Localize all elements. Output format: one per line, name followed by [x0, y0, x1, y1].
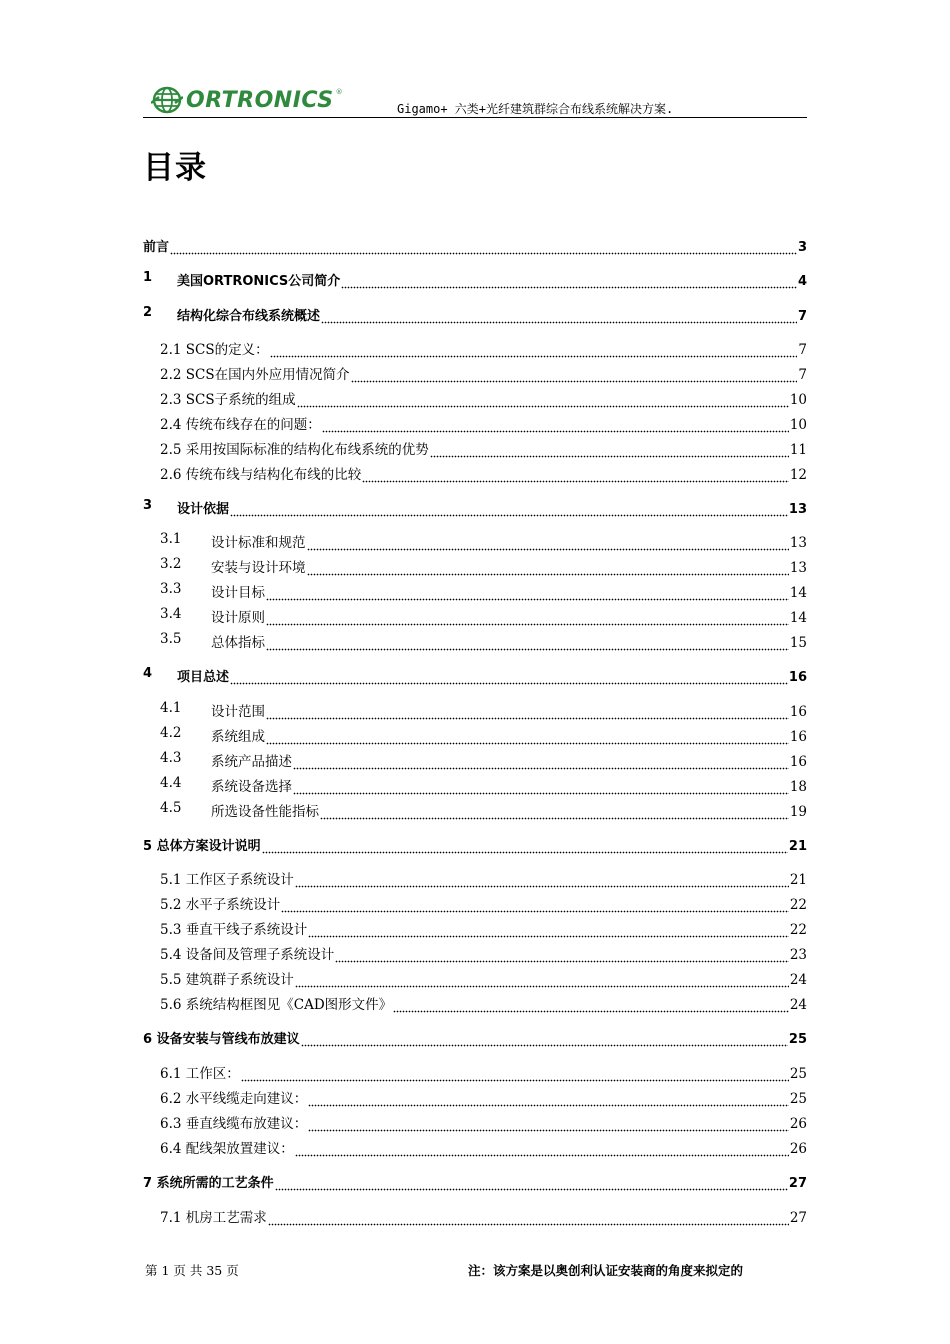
dot-leader — [393, 999, 789, 1013]
toc-entry-text: 设计依据 — [177, 502, 230, 517]
toc-entry-page: 23 — [789, 947, 807, 963]
dot-leader — [297, 394, 789, 408]
toc-entry-page: 14 — [789, 610, 807, 626]
toc-entry[interactable] — [160, 941, 807, 963]
toc-entry-page: 16 — [789, 754, 807, 770]
toc-entry[interactable] — [160, 723, 807, 745]
toc-entry-label — [160, 700, 265, 720]
dot-leader — [230, 671, 788, 685]
toc-entry-page: 25 — [789, 1091, 807, 1107]
toc-entry[interactable] — [160, 529, 807, 551]
toc-entry-page: 13 — [789, 535, 807, 551]
registered-mark: ® — [335, 88, 343, 96]
dot-leader — [230, 503, 788, 517]
toc-entry-text: 美国ORTRONICS公司简介 — [177, 274, 341, 289]
page-number: 第 1 页 共 35 页 — [145, 1263, 239, 1278]
toc-entry-label — [143, 1028, 300, 1047]
toc-entry-text: 结构化综合布线系统概述 — [177, 309, 321, 324]
globe-logo-icon — [151, 86, 183, 114]
dot-leader — [295, 974, 789, 988]
dot-leader — [301, 1033, 788, 1047]
page-header — [143, 82, 807, 118]
toc-entry-label — [160, 413, 321, 433]
toc-entry-page: 27 — [789, 1210, 807, 1226]
toc-entry-label — [143, 270, 340, 289]
toc-entry-page: 7 — [798, 342, 807, 358]
toc-entry-text: 7 系统所需的工艺条件 — [143, 1176, 274, 1191]
dot-leader — [266, 612, 789, 626]
toc-entry[interactable] — [160, 748, 807, 770]
toc-entry-number: 3.1 — [160, 531, 182, 547]
toc-entry-page: 10 — [789, 417, 807, 433]
toc-entry-page: 26 — [789, 1116, 807, 1132]
toc-entry-text: 2.2 SCS在国内外应用情况简介 — [160, 367, 350, 383]
toc-entry[interactable] — [160, 436, 807, 458]
toc-entry-page: 3 — [797, 240, 807, 255]
toc-entry[interactable] — [143, 1025, 807, 1047]
dot-leader — [266, 587, 789, 601]
dot-leader — [307, 562, 789, 576]
toc-entry-page: 27 — [788, 1176, 807, 1191]
toc-entry-label — [160, 725, 265, 745]
toc-entry-number: 4.2 — [160, 725, 182, 741]
toc-entry-number: 2 — [143, 305, 153, 320]
dot-leader — [341, 275, 797, 289]
toc-entry-label — [160, 388, 296, 408]
toc-entry-number: 3.5 — [160, 631, 182, 647]
toc-entry-text: 2.4 传统布线存在的问题： — [160, 417, 321, 433]
toc-entry-number: 4.3 — [160, 750, 182, 766]
toc-entry-label — [160, 438, 429, 458]
toc-entry-label — [160, 531, 306, 551]
dot-leader — [430, 444, 789, 458]
logo-text: ORTRONICS — [186, 87, 334, 113]
toc-entry[interactable] — [160, 698, 807, 720]
toc-entry-page: 22 — [789, 922, 807, 938]
toc-entry[interactable] — [160, 1135, 807, 1157]
toc-entry-label — [160, 363, 350, 383]
toc-entry[interactable] — [160, 866, 807, 888]
toc-entry-text: 5.3 垂直干线子系统设计 — [160, 922, 308, 938]
toc-entry-number: 1 — [143, 270, 153, 285]
toc-entry[interactable] — [160, 966, 807, 988]
toc-entry-text: 6.3 垂直线缆布放建议： — [160, 1116, 308, 1132]
dot-leader — [281, 899, 789, 913]
dot-leader — [351, 369, 798, 383]
toc-entry-label — [160, 750, 292, 770]
toc-entry-page: 19 — [789, 804, 807, 820]
ortronics-logo — [151, 86, 343, 114]
toc-entry-label — [143, 236, 169, 255]
toc-entry-number: 3.2 — [160, 556, 182, 572]
toc-entry-page: 25 — [788, 1032, 807, 1047]
toc-entry[interactable] — [160, 361, 807, 383]
toc-entry-text: 设计范围 — [211, 704, 265, 720]
toc-entry-label — [143, 305, 320, 324]
toc-entry-text: 总体指标 — [211, 635, 265, 651]
toc-entry-text: 6.1 工作区： — [160, 1066, 240, 1082]
toc-entry-label — [160, 606, 265, 626]
toc-entry[interactable] — [160, 554, 807, 576]
toc-entry-label — [160, 631, 265, 651]
dot-leader — [307, 537, 789, 551]
footer-note: 注：该方案是以奥创利认证安装商的角度来拟定的 — [468, 1263, 744, 1278]
toc-entry-label — [160, 943, 334, 963]
toc-entry-text: 安装与设计环境 — [211, 560, 306, 576]
toc-entry-text: 7.1 机房工艺需求 — [160, 1210, 267, 1226]
dot-leader — [295, 874, 789, 888]
toc-entry[interactable] — [143, 1169, 807, 1191]
toc-entry-page: 25 — [789, 1066, 807, 1082]
toc-entry[interactable] — [160, 798, 807, 820]
toc-entry-text: 6.2 水平线缆走向建议： — [160, 1091, 308, 1107]
toc-entry[interactable] — [160, 579, 807, 601]
toc-entry-page: 16 — [789, 704, 807, 720]
toc-entry-text: 6 设备安装与管线布放建议 — [143, 1032, 300, 1047]
dot-leader — [308, 924, 789, 938]
dot-leader — [322, 419, 789, 433]
toc-entry-page: 16 — [788, 670, 807, 685]
toc-entry-page: 7 — [798, 367, 807, 383]
toc-entry-text: 5.5 建筑群子系统设计 — [160, 972, 294, 988]
toc-entry-page: 7 — [797, 309, 807, 324]
toc-entry-page: 13 — [788, 502, 807, 517]
toc-entry[interactable] — [143, 233, 807, 255]
toc-entry[interactable] — [160, 336, 807, 358]
toc-entry-text: 5.6 系统结构框图见《CAD图形文件》 — [160, 997, 393, 1013]
dot-leader — [268, 1212, 789, 1226]
toc-entry[interactable] — [160, 1204, 807, 1226]
toc-entry-label — [143, 1172, 274, 1191]
toc-entry-page: 4 — [797, 274, 807, 289]
toc-entry-page: 21 — [788, 839, 807, 854]
toc-entry-number: 3.3 — [160, 581, 182, 597]
dot-leader — [362, 469, 789, 483]
toc-entry[interactable] — [160, 891, 807, 913]
dot-leader — [321, 310, 797, 324]
dot-leader — [293, 756, 789, 770]
toc-entry-page: 13 — [789, 560, 807, 576]
toc-entry-label — [160, 800, 319, 820]
toc-entry-number: 4.1 — [160, 700, 182, 716]
toc-entry[interactable] — [160, 461, 807, 483]
dot-leader — [308, 1118, 789, 1132]
toc-entry-page: 11 — [789, 442, 807, 458]
toc-entry-number: 4.4 — [160, 775, 182, 791]
toc-entry-label — [143, 498, 229, 517]
dot-leader — [266, 731, 789, 745]
toc-entry-label — [160, 968, 294, 988]
toc-entry-label — [160, 1206, 267, 1226]
toc-entry[interactable] — [143, 832, 807, 854]
toc-entry-text: 5 总体方案设计说明 — [143, 839, 261, 854]
toc-entry[interactable] — [143, 267, 807, 289]
toc-entry-text: 设计标准和规范 — [211, 535, 306, 551]
toc-entry-label — [160, 581, 265, 601]
toc-entry-page: 12 — [789, 467, 807, 483]
toc-entry-page: 14 — [789, 585, 807, 601]
toc-entry-label — [160, 868, 294, 888]
toc-entry-label — [160, 1062, 240, 1082]
toc-entry-text: 设计目标 — [211, 585, 265, 601]
toc-entry[interactable] — [143, 302, 807, 324]
toc-entry-text: 6.4 配线架放置建议： — [160, 1141, 294, 1157]
toc-entry-text: 所选设备性能指标 — [211, 804, 319, 820]
toc-entry-label — [160, 893, 280, 913]
toc-entry-label — [160, 1087, 307, 1107]
toc-entry-label — [160, 338, 269, 358]
toc-entry[interactable] — [160, 386, 807, 408]
dot-leader — [266, 637, 789, 651]
toc-entry-label — [143, 835, 261, 854]
toc-entry-label — [160, 556, 306, 576]
toc-entry-label — [160, 993, 392, 1013]
toc-entry-text: 5.1 工作区子系统设计 — [160, 872, 294, 888]
toc-entry-text: 5.4 设备间及管理子系统设计 — [160, 947, 335, 963]
toc-entry[interactable] — [160, 629, 807, 651]
toc-entry-number: 4.5 — [160, 800, 182, 816]
toc-entry[interactable] — [160, 1110, 807, 1132]
toc-entry-page: 24 — [789, 972, 807, 988]
dot-leader — [275, 1177, 788, 1191]
toc-entry-text: 2.6 传统布线与结构化布线的比较 — [160, 467, 362, 483]
dot-leader — [241, 1068, 789, 1082]
dot-leader — [266, 706, 789, 720]
dot-leader — [295, 1143, 789, 1157]
dot-leader — [262, 840, 788, 854]
toc-entry[interactable] — [160, 604, 807, 626]
page-title: 目录 — [143, 150, 207, 186]
toc-entry-number: 3.4 — [160, 606, 182, 622]
toc-entry-label — [160, 1112, 307, 1132]
header-title: Gigamo+ 六类+光纤建筑群综合布线系统解决方案. — [397, 102, 674, 116]
toc-entry[interactable] — [143, 663, 807, 685]
toc-entry-number: 3 — [143, 498, 153, 513]
toc-entry-text: 项目总述 — [177, 670, 230, 685]
toc-entry-page: 18 — [789, 779, 807, 795]
toc-entry-label — [160, 463, 361, 483]
toc-entry[interactable] — [160, 916, 807, 938]
toc-entry[interactable] — [160, 1060, 807, 1082]
toc-entry-text: 系统组成 — [211, 729, 265, 745]
toc-entry-label — [143, 666, 229, 685]
toc-entry-text: 2.5 采用按国际标准的结构化布线系统的优势 — [160, 442, 429, 458]
toc-entry[interactable] — [160, 411, 807, 433]
toc-entry-number: 4 — [143, 666, 153, 681]
toc-entry-label — [160, 1137, 294, 1157]
toc-entry-page: 16 — [789, 729, 807, 745]
toc-entry-text: 设计原则 — [211, 610, 265, 626]
toc-entry[interactable] — [143, 495, 807, 517]
toc-entry-page: 24 — [789, 997, 807, 1013]
toc-entry-page: 22 — [789, 897, 807, 913]
toc-entry[interactable] — [160, 991, 807, 1013]
toc-entry[interactable] — [160, 1085, 807, 1107]
dot-leader — [270, 344, 798, 358]
toc-entry-page: 10 — [789, 392, 807, 408]
toc-entry-text: 系统设备选择 — [211, 779, 292, 795]
toc-entry[interactable] — [160, 773, 807, 795]
toc-entry-text: 2.3 SCS子系统的组成 — [160, 392, 296, 408]
toc-entry-page: 15 — [789, 635, 807, 651]
dot-leader — [320, 806, 789, 820]
dot-leader — [293, 781, 789, 795]
dot-leader — [308, 1093, 789, 1107]
toc-entry-label — [160, 918, 307, 938]
toc-entry-text: 2.1 SCS的定义： — [160, 342, 269, 358]
toc-entry-label — [160, 775, 292, 795]
toc-entry-page: 21 — [789, 872, 807, 888]
dot-leader — [170, 241, 797, 255]
toc-entry-text: 前言 — [143, 240, 170, 255]
toc-entry-text: 5.2 水平子系统设计 — [160, 897, 281, 913]
toc-entry-text: 系统产品描述 — [211, 754, 292, 770]
dot-leader — [335, 949, 789, 963]
toc-entry-page: 26 — [789, 1141, 807, 1157]
header-divider — [143, 117, 807, 118]
